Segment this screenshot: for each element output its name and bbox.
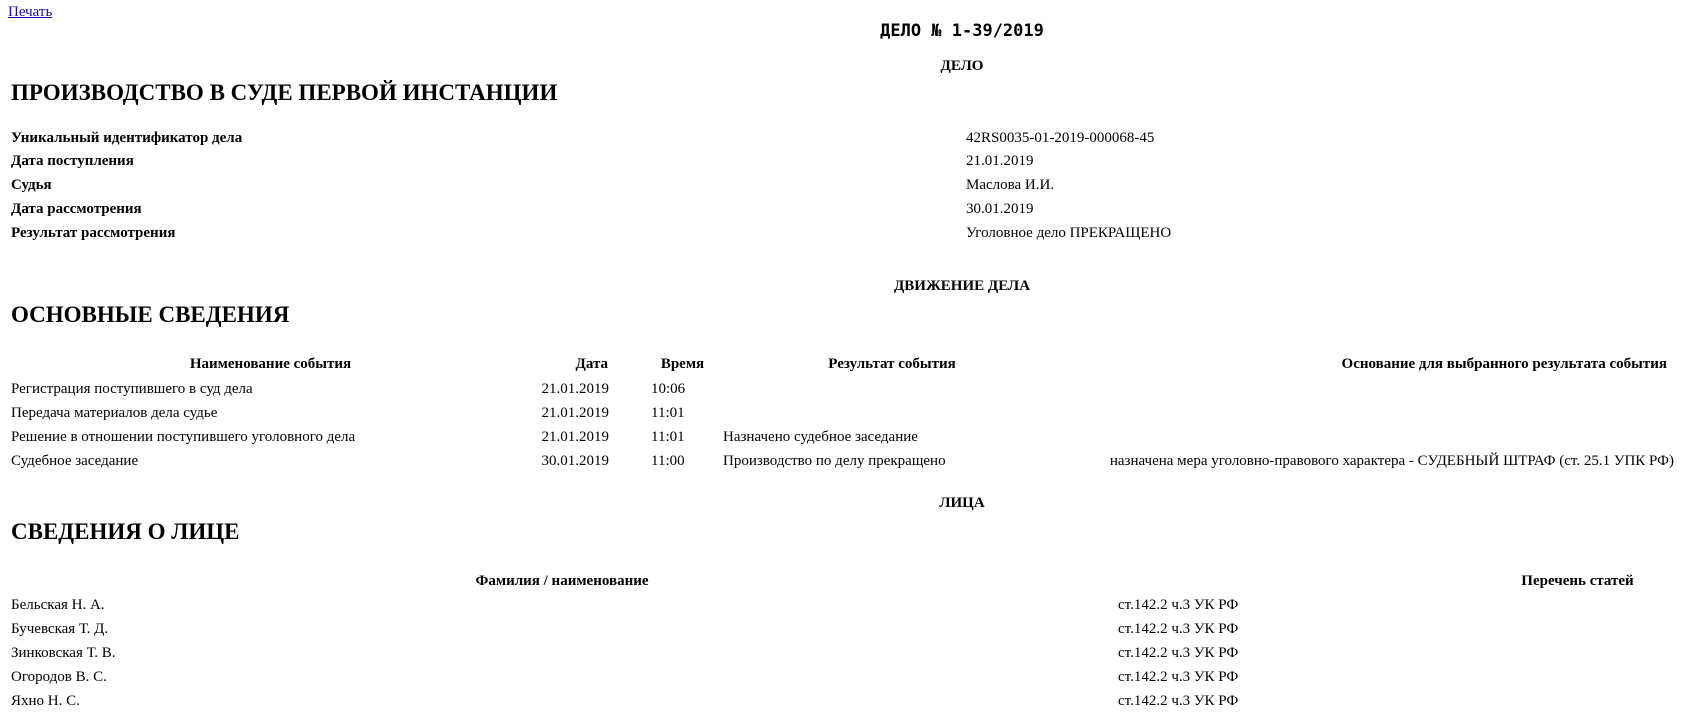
field-label: Уникальный идентификатор дела <box>11 130 243 146</box>
cell-event: Регистрация поступившего в суд дела <box>11 381 253 397</box>
section-label-movement: ДВИЖЕНИЕ ДЕЛА <box>893 278 1031 294</box>
section-label-persons: ЛИЦА <box>939 495 985 511</box>
cell-result: Производство по делу прекращено <box>723 453 946 469</box>
field-value: 30.01.2019 <box>966 201 1034 217</box>
cell-result: Назначено судебное заседание <box>723 429 918 445</box>
field-label: Дата поступления <box>11 153 134 169</box>
cell-basis <box>1070 378 1674 400</box>
cell-time: 11:00 <box>651 453 685 469</box>
person-info-heading: СВЕДЕНИЯ О ЛИЦЕ <box>11 519 240 544</box>
cell-event: Судебное заседание <box>11 453 139 469</box>
cell-name: Бучевская Т. Д. <box>11 621 109 637</box>
field-value: 21.01.2019 <box>966 153 1034 169</box>
col-header-time: Время <box>660 356 705 372</box>
field-label: Результат рассмотрения <box>11 225 176 241</box>
cell-name: Зинковская Т. В. <box>11 645 116 661</box>
cell-date: 21.01.2019 <box>541 429 609 445</box>
col-header-result: Результат события <box>828 356 956 372</box>
col-header-date: Дата <box>575 356 608 372</box>
field-value: Уголовное дело ПРЕКРАЩЕНО <box>966 225 1172 241</box>
field-label: Судья <box>11 177 52 193</box>
cell-date: 21.01.2019 <box>541 405 609 421</box>
cell-articles: ст.142.2 ч.3 УК РФ <box>1118 645 1239 661</box>
case-title: ДЕЛО № 1-39/2019 <box>880 21 1044 41</box>
print-link[interactable]: Печать <box>8 4 53 20</box>
cell-articles: ст.142.2 ч.3 УК РФ <box>1118 597 1239 613</box>
cell-articles: ст.142.2 ч.3 УК РФ <box>1118 669 1239 685</box>
cell-name: Огородов В. С. <box>11 669 107 685</box>
cell-date: 21.01.2019 <box>541 381 609 397</box>
cell-basis <box>1070 426 1674 448</box>
col-header-articles: Перечень статей <box>1521 573 1634 589</box>
cell-articles: ст.142.2 ч.3 УК РФ <box>1118 693 1239 709</box>
cell-name: Яхно Н. С. <box>11 693 80 709</box>
cell-time: 10:06 <box>651 381 686 397</box>
cell-time: 11:01 <box>651 429 685 445</box>
cell-basis <box>1070 402 1674 424</box>
col-header-event: Наименование события <box>189 356 352 372</box>
section-label-delo: ДЕЛО <box>940 58 984 74</box>
col-header-basis: Основание для выбранного результата события <box>1341 356 1667 372</box>
cell-date: 30.01.2019 <box>541 453 609 469</box>
first-instance-heading: ПРОИЗВОДСТВО В СУДЕ ПЕРВОЙ ИНСТАНЦИИ <box>11 80 558 105</box>
cell-event: Передача материалов дела судье <box>11 405 218 421</box>
cell-event: Решение в отношении поступившего уголовного дела <box>11 429 356 445</box>
cell-articles: ст.142.2 ч.3 УК РФ <box>1118 621 1239 637</box>
field-label: Дата рассмотрения <box>11 201 142 217</box>
col-header-name: Фамилия / наименование <box>475 573 649 589</box>
cell-name: Бельская Н. А. <box>11 597 105 613</box>
main-info-heading: ОСНОВНЫЕ СВЕДЕНИЯ <box>11 302 290 327</box>
cell-time: 11:01 <box>651 405 685 421</box>
field-value: 42RS0035-01-2019-000068-45 <box>966 130 1155 146</box>
field-value: Маслова И.И. <box>966 177 1055 193</box>
cell-basis: назначена мера уголовно-правового характера - СУДЕБНЫЙ ШТРАФ (ст. 25.1 УПК РФ) <box>1109 453 1674 469</box>
